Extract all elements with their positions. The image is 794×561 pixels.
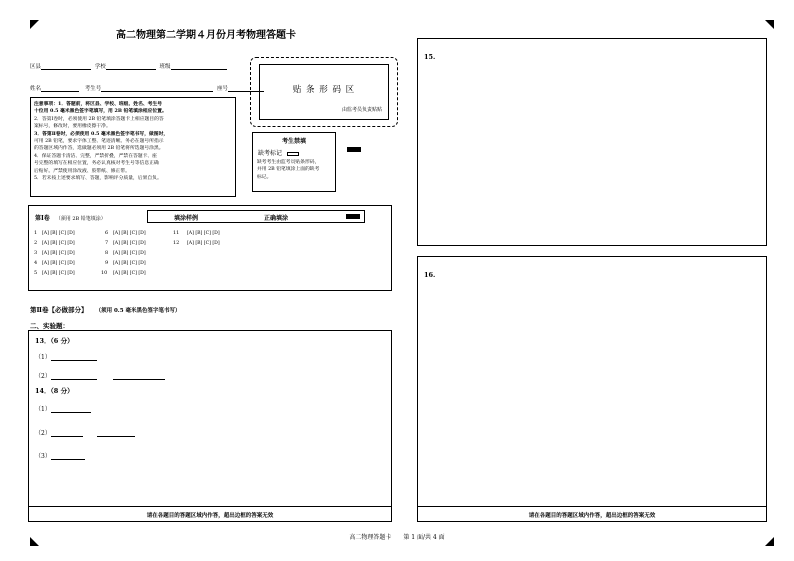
footer-divider [29,506,391,507]
q14-label: 14．（8 分） [35,387,74,395]
footer-divider [418,506,766,507]
note-line: 可用 2B 铅笔，要求字体工整、笔迹清晰。务必在题号所指示 [34,139,164,145]
mc-number: 4 [34,260,38,266]
mc-number: 2 [34,240,38,246]
part-label: （3） [35,453,51,460]
mc-number: 12 [173,240,180,246]
section1-box [28,205,392,291]
mc-options[interactable]: [A] [B] [C] [D] [42,261,75,266]
absent-desc-line: 缺考考生由监考员贴条形码， [257,160,320,165]
class-label: 班级 [159,64,171,70]
correct-fill-sample [346,214,360,219]
q14-part1 [35,404,91,413]
mc-number: 5 [34,270,38,276]
mc-question-4[interactable] [34,260,75,266]
note-line: 3．答第Ⅱ卷时，必须使用 0.5 毫米黑色签字笔书写，做图时， [34,130,169,137]
name-label: 姓名 [30,86,42,92]
mc-question-11[interactable] [173,230,220,236]
section2-header [30,305,180,314]
mc-question-10[interactable] [101,270,146,276]
info-row-2 [30,84,264,92]
barcode-sublabel: 由监考员负责贴贴 [341,107,382,113]
sample-box [147,210,365,223]
absent-box [252,132,336,192]
mc-options[interactable]: [A] [B] [C] [D] [113,261,146,266]
exam-no-field[interactable] [101,85,213,92]
q14-part2 [35,428,135,437]
section1-header [35,213,106,222]
mc-question-3[interactable] [34,250,75,256]
note-line: 的答题区域内作答，选做题必须用 2B 铅笔将所选题号涂黑。 [34,146,164,152]
mc-question-1[interactable] [34,230,75,236]
part-label: （1） [35,354,51,361]
section1-note: （须用 2B 铅笔填涂） [55,216,106,222]
out-of-bounds-warning: 请在各题目的答题区域内作答，超出边框的答案无效 [146,513,274,519]
mc-options[interactable]: [A] [B] [C] [D] [113,241,146,246]
mc-options[interactable]: [A] [B] [C] [D] [42,231,75,236]
note-line: 号完整的填写在相应位置，务必认真核对考生号等信息正确 [34,161,159,167]
answer-blank[interactable] [51,373,97,380]
q13-part2 [35,371,165,380]
page-footer [0,532,794,541]
seat-no-label: 座号 [217,86,229,92]
note-line: 后贴好。严禁使用涂改液、胶带纸、修正带。 [34,168,130,174]
part-label: （2） [35,430,51,437]
page-number: 第 1 面/共 4 面 [403,534,445,541]
mc-options[interactable]: [A] [B] [C] [D] [42,251,75,256]
page-title: 高二物理第二学期４月份月考物理答题卡 [116,30,296,41]
out-of-bounds-warning: 请在各题目的答题区域内作答，超出边框的答案无效 [528,513,656,519]
mc-question-9[interactable] [105,260,146,266]
answer-blank[interactable] [51,430,83,437]
mc-number: 7 [105,240,109,246]
absent-mark-bubble[interactable] [287,152,299,156]
mc-question-12[interactable] [173,240,220,246]
mc-options[interactable]: [A] [B] [C] [D] [42,271,75,276]
section1-title: 第Ⅰ卷 [35,215,50,222]
absent-mark-label: 缺考标记 [258,150,283,157]
answer-area-13-14[interactable] [28,330,392,522]
part-label: （1） [35,406,51,413]
mc-question-2[interactable] [34,240,75,246]
mc-options[interactable]: [A] [B] [C] [D] [113,251,146,256]
corner-mark-top-right [765,20,774,29]
school-label: 学校 [94,64,106,70]
note-line: 2．答第Ⅰ卷时，必须使用 2B 铅笔填涂答题卡上相应题目的答 [34,116,164,122]
answer-blank[interactable] [113,373,165,380]
note-line: 案标号，修改时，要用橡皮擦干净。 [34,124,111,130]
mc-number: 6 [105,230,109,236]
answer-blank[interactable] [97,430,135,437]
district-label: 区县 [30,64,42,70]
mc-options[interactable]: [A] [B] [C] [D] [42,241,75,246]
card-name: 高二物理答题卡 [349,534,392,541]
info-row-1 [30,62,227,70]
school-field[interactable] [106,63,156,70]
q14-part3 [35,451,85,460]
note-line: 5．若未按上述要求填写、答题，影响评分质量，后果自负。 [34,176,162,182]
absent-mark-row [258,148,335,157]
exam-no-label: 考生号 [84,86,102,92]
district-field[interactable] [41,63,91,70]
section2-title: 第Ⅱ卷【必做部分】 [30,306,88,314]
q13-label: 13．（6 分） [35,337,74,345]
mc-question-6[interactable] [105,230,146,236]
barcode-area [250,57,398,127]
instructions-box [30,97,236,197]
answer-blank[interactable] [51,354,97,361]
mc-number: 9 [105,260,109,266]
absent-desc-line: 标记。 [257,174,272,180]
section2-note: （须用 0.5 毫米黑色签字笔书写） [95,308,181,314]
q16-label: 16. [424,271,436,279]
mc-question-7[interactable] [105,240,146,246]
mc-options[interactable]: [A] [B] [C] [D] [113,271,146,276]
absent-desc [257,159,335,181]
barcode-inner-box [259,64,389,120]
mc-options[interactable]: [A] [B] [C] [D] [187,231,220,236]
barcode-label: 贴 条 形 码 区 [292,85,356,95]
name-field[interactable] [41,85,79,92]
mc-question-5[interactable] [34,270,75,276]
mc-number: 11 [173,230,180,236]
mc-number: 8 [105,250,109,256]
sample-label: 填涂样例 [174,215,199,222]
subsection-title: 二、实验题： [30,322,69,330]
class-field[interactable] [171,63,227,70]
answer-blank[interactable] [51,406,91,413]
mc-number: 1 [34,230,38,236]
part-label: （2） [35,373,51,380]
q13-part1 [35,352,97,361]
mc-options[interactable]: [A] [B] [C] [D] [113,231,146,236]
absent-desc-line: 并用 2B 铅笔填涂上面的缺考 [257,167,320,173]
note-line: 注意事项：1．答题前，将区县、学校、班级、姓名、考生号 [34,101,163,107]
note-line: 4．保证答题卡清洁、完整，严禁折叠，严禁在答题卡、座 [34,153,157,159]
mc-question-8[interactable] [105,250,146,256]
answer-blank[interactable] [51,453,85,460]
answer-area-16[interactable] [417,256,767,522]
answer-area-15[interactable] [417,38,767,246]
mc-options[interactable]: [A] [B] [C] [D] [187,241,220,246]
mc-number: 3 [34,250,38,256]
mc-number: 10 [101,270,108,276]
correct-label: 正确填涂 [264,215,289,222]
absent-title: 考生禁填 [281,138,306,145]
q15-label: 15. [424,53,436,61]
note-line: 十位用 0.5 毫米黑色签字笔填写，用 2B 铅笔填涂相应位置。 [34,108,167,115]
timing-mark [347,147,361,152]
